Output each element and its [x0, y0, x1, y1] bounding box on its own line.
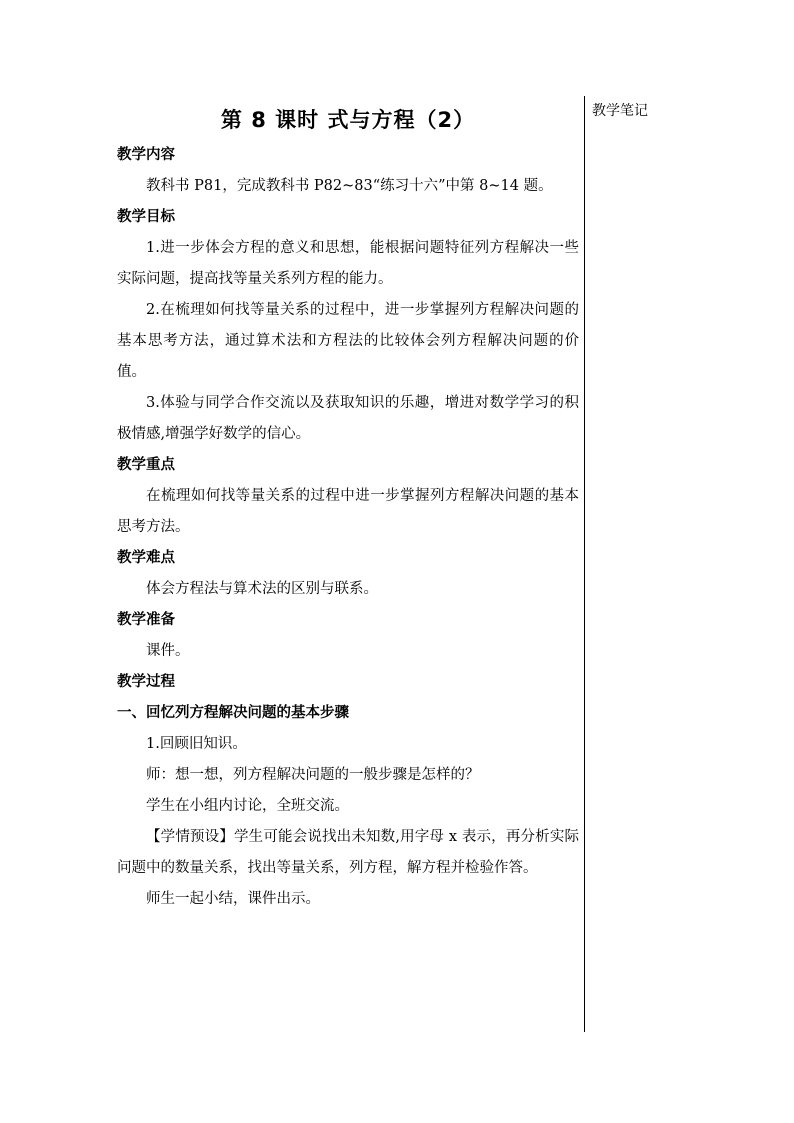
process-paragraph-4: 【学情预设】学生可能会说找出未知数,用字母 x 表示，再分析实际问题中的数量关系，找出等量关系，列方程，解方程并检验作答。	[117, 829, 579, 876]
section-difficulties	[117, 543, 579, 605]
goal-paragraph-2: 2.在梳理如何找等量关系的过程中，进一步掌握列方程解决问题的基本思考方法，通过算术法和方程法的比较体会列方程解决问题的价值。	[117, 302, 579, 380]
goal-paragraph-3: 3.体验与同学合作交流以及获取知识的乐趣，增进对数学学习的积极情感,增强学好数学的信心。	[117, 395, 579, 442]
lesson-plan-main-column	[117, 96, 579, 915]
section-goals	[117, 202, 579, 450]
teaching-notes-column	[592, 100, 772, 120]
content-paragraph: 教科书 P81，完成教科书 P82~83“练习十六”中第 8~14 题。	[146, 178, 553, 194]
teaching-notes-label: 教学笔记	[592, 103, 648, 119]
goal-paragraph-1: 1.进一步体会方程的意义和思想，能根据问题特征列方程解决一些实际问题，提高找等量关系列方程的能力。	[117, 240, 579, 287]
section-heading-content: 教学内容	[117, 147, 175, 163]
section-heading-key-points: 教学重点	[117, 457, 175, 473]
preparation-paragraph: 课件。	[146, 643, 190, 659]
process-paragraph-3: 学生在小组内讨论，全班交流。	[146, 798, 349, 814]
section-preparation	[117, 605, 579, 667]
difficulties-paragraph: 体会方程法与算术法的区别与联系。	[146, 581, 378, 597]
section-heading-preparation: 教学准备	[117, 612, 175, 628]
process-paragraph-5: 师生一起小结，课件出示。	[146, 891, 320, 907]
section-heading-difficulties: 教学难点	[117, 550, 175, 566]
column-divider	[584, 96, 585, 1032]
process-step-title: 一、回忆列方程解决问题的基本步骤	[117, 705, 349, 721]
lesson-title: 第 8 课时 式与方程（2）	[220, 108, 476, 132]
section-process	[117, 667, 579, 915]
section-content	[117, 140, 579, 202]
process-paragraph-2: 师：想一想，列方程解决问题的一般步骤是怎样的？	[146, 767, 480, 783]
key-points-paragraph: 在梳理如何找等量关系的过程中进一步掌握列方程解决问题的基本思考方法。	[117, 488, 579, 535]
section-heading-process: 教学过程	[117, 674, 175, 690]
section-heading-goals: 教学目标	[117, 209, 175, 225]
process-paragraph-1: 1.回顾旧知识。	[146, 736, 247, 752]
section-key-points	[117, 450, 579, 543]
